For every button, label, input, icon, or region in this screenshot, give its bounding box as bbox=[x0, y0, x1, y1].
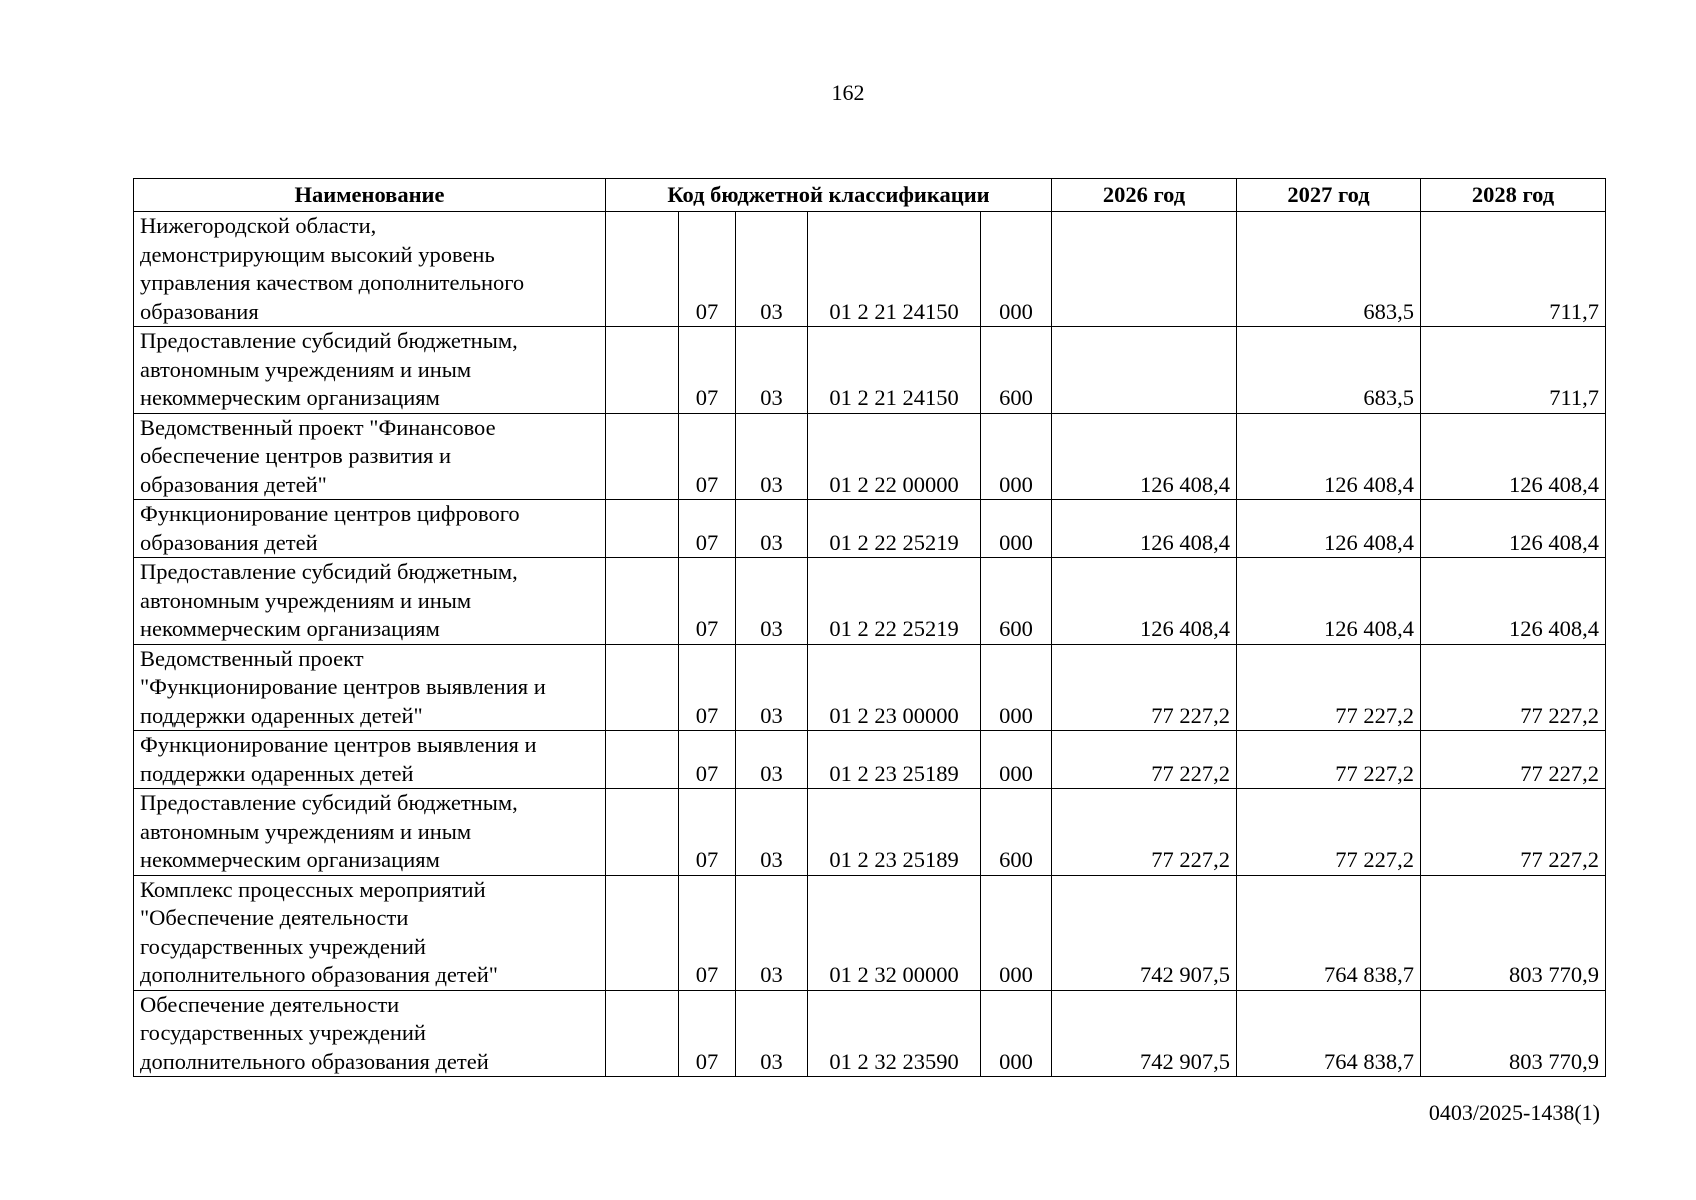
empty-cell bbox=[606, 558, 679, 645]
table-row bbox=[134, 789, 1606, 876]
amount-2028: 803 770,9 bbox=[1421, 875, 1606, 990]
row-name-line: поддержки одаренных детей" bbox=[140, 702, 423, 728]
empty-cell bbox=[606, 413, 679, 500]
table-row bbox=[134, 558, 1606, 645]
amount-2026 bbox=[1052, 212, 1237, 327]
row-name-line: Предоставление субсидий бюджетным, bbox=[140, 559, 518, 584]
row-name-line: управления качеством дополнительного bbox=[140, 270, 525, 295]
empty-cell bbox=[606, 500, 679, 558]
row-name bbox=[134, 413, 606, 500]
section-code: 07 bbox=[679, 789, 736, 876]
section-code: 07 bbox=[679, 212, 736, 327]
row-name-line: Комплекс процессных мероприятий bbox=[140, 876, 486, 902]
subsection-code: 03 bbox=[736, 731, 808, 789]
amount-2027: 126 408,4 bbox=[1237, 413, 1421, 500]
table-row bbox=[134, 212, 1606, 327]
amount-2026: 126 408,4 bbox=[1052, 500, 1237, 558]
expense-type-code: 600 bbox=[981, 558, 1052, 645]
section-code: 07 bbox=[679, 875, 736, 990]
target-code: 01 2 22 00000 bbox=[808, 413, 981, 500]
table-header-row bbox=[134, 179, 1606, 212]
amount-2027: 683,5 bbox=[1237, 327, 1421, 414]
budget-table bbox=[133, 178, 1606, 1077]
target-code: 01 2 23 25189 bbox=[808, 731, 981, 789]
row-name-line: Функционирование центров выявления и bbox=[140, 732, 537, 757]
target-code: 01 2 22 25219 bbox=[808, 500, 981, 558]
amount-2027: 764 838,7 bbox=[1237, 990, 1421, 1077]
row-name-line: государственных учреждений bbox=[140, 1020, 426, 1045]
amount-2027: 126 408,4 bbox=[1237, 558, 1421, 645]
row-name-line: Нижегородской области, bbox=[140, 213, 377, 238]
subsection-code: 03 bbox=[736, 413, 808, 500]
amount-2028: 803 770,9 bbox=[1421, 990, 1606, 1077]
row-name-line: дополнительного образования детей bbox=[140, 1048, 489, 1074]
amount-2026: 126 408,4 bbox=[1052, 413, 1237, 500]
expense-type-code: 000 bbox=[981, 990, 1052, 1077]
section-code: 07 bbox=[679, 327, 736, 414]
row-name-line: некоммерческим организациям bbox=[140, 385, 440, 410]
amount-2028: 126 408,4 bbox=[1421, 558, 1606, 645]
row-name-line: Функционирование центров цифрового bbox=[140, 501, 520, 526]
row-name-line: Обеспечение деятельности bbox=[140, 991, 400, 1017]
empty-cell bbox=[606, 875, 679, 990]
amount-2027: 764 838,7 bbox=[1237, 875, 1421, 990]
amount-2028: 77 227,2 bbox=[1421, 731, 1606, 789]
row-name-line: демонстрирующим высокий уровень bbox=[140, 241, 495, 267]
empty-cell bbox=[606, 327, 679, 414]
row-name bbox=[134, 212, 606, 327]
amount-2026: 742 907,5 bbox=[1052, 990, 1237, 1077]
subsection-code: 03 bbox=[736, 990, 808, 1077]
expense-type-code: 000 bbox=[981, 731, 1052, 789]
header-code: Код бюджетной классификации bbox=[606, 179, 1052, 212]
row-name bbox=[134, 327, 606, 414]
row-name bbox=[134, 731, 606, 789]
section-code: 07 bbox=[679, 413, 736, 500]
expense-type-code: 000 bbox=[981, 644, 1052, 731]
section-code: 07 bbox=[679, 500, 736, 558]
amount-2027: 126 408,4 bbox=[1237, 500, 1421, 558]
expense-type-code: 000 bbox=[981, 500, 1052, 558]
expense-type-code: 000 bbox=[981, 875, 1052, 990]
amount-2027: 77 227,2 bbox=[1237, 789, 1421, 876]
table-row bbox=[134, 990, 1606, 1077]
row-name bbox=[134, 875, 606, 990]
amount-2027: 683,5 bbox=[1237, 212, 1421, 327]
row-name-line: "Обеспечение деятельности bbox=[140, 905, 409, 930]
row-name-line: обеспечение центров развития и bbox=[140, 443, 452, 468]
row-name-line: образования детей bbox=[140, 529, 318, 555]
row-name bbox=[134, 558, 606, 645]
row-name bbox=[134, 644, 606, 731]
section-code: 07 bbox=[679, 990, 736, 1077]
table-body bbox=[134, 212, 1606, 1077]
row-name-line: дополнительного образования детей" bbox=[140, 962, 498, 987]
row-name-line: образования детей" bbox=[140, 471, 327, 497]
target-code: 01 2 22 25219 bbox=[808, 558, 981, 645]
row-name bbox=[134, 789, 606, 876]
row-name-line: "Функционирование центров выявления и bbox=[140, 674, 546, 699]
row-name-line: автономным учреждениям и иным bbox=[140, 356, 472, 382]
target-code: 01 2 21 24150 bbox=[808, 212, 981, 327]
table-row bbox=[134, 644, 1606, 731]
header-2026: 2026 год bbox=[1052, 179, 1237, 212]
row-name-line: государственных учреждений bbox=[140, 933, 426, 959]
expense-type-code: 600 bbox=[981, 327, 1052, 414]
amount-2027: 77 227,2 bbox=[1237, 731, 1421, 789]
row-name-line: автономным учреждениям и иным bbox=[140, 818, 472, 844]
target-code: 01 2 21 24150 bbox=[808, 327, 981, 414]
row-name-line: Ведомственный проект "Финансовое bbox=[140, 414, 496, 440]
row-name bbox=[134, 990, 606, 1077]
target-code: 01 2 32 00000 bbox=[808, 875, 981, 990]
subsection-code: 03 bbox=[736, 875, 808, 990]
section-code: 07 bbox=[679, 644, 736, 731]
document-code: 0403/2025-1438(1) bbox=[1428, 1100, 1600, 1125]
subsection-code: 03 bbox=[736, 327, 808, 414]
row-name-line: Ведомственный проект bbox=[140, 645, 364, 671]
table-row bbox=[134, 731, 1606, 789]
row-name bbox=[134, 500, 606, 558]
page-number: 162 bbox=[831, 80, 865, 105]
row-name-line: образования bbox=[140, 298, 259, 324]
expense-type-code: 600 bbox=[981, 789, 1052, 876]
table-row bbox=[134, 413, 1606, 500]
section-code: 07 bbox=[679, 731, 736, 789]
amount-2028: 126 408,4 bbox=[1421, 500, 1606, 558]
subsection-code: 03 bbox=[736, 789, 808, 876]
row-name-line: некоммерческим организациям bbox=[140, 847, 440, 872]
amount-2028: 77 227,2 bbox=[1421, 644, 1606, 731]
amount-2026: 77 227,2 bbox=[1052, 644, 1237, 731]
subsection-code: 03 bbox=[736, 644, 808, 731]
empty-cell bbox=[606, 644, 679, 731]
amount-2028: 711,7 bbox=[1421, 327, 1606, 414]
row-name-line: Предоставление субсидий бюджетным, bbox=[140, 328, 518, 353]
target-code: 01 2 23 25189 bbox=[808, 789, 981, 876]
header-name: Наименование bbox=[134, 179, 606, 212]
subsection-code: 03 bbox=[736, 558, 808, 645]
subsection-code: 03 bbox=[736, 212, 808, 327]
header-2027: 2027 год bbox=[1237, 179, 1421, 212]
amount-2028: 711,7 bbox=[1421, 212, 1606, 327]
amount-2027: 77 227,2 bbox=[1237, 644, 1421, 731]
header-2028: 2028 год bbox=[1421, 179, 1606, 212]
row-name-line: некоммерческим организациям bbox=[140, 616, 440, 641]
row-name-line: Предоставление субсидий бюджетным, bbox=[140, 790, 518, 815]
empty-cell bbox=[606, 789, 679, 876]
empty-cell bbox=[606, 990, 679, 1077]
row-name-line: поддержки одаренных детей bbox=[140, 760, 414, 786]
empty-cell bbox=[606, 212, 679, 327]
amount-2026: 77 227,2 bbox=[1052, 789, 1237, 876]
amount-2026: 77 227,2 bbox=[1052, 731, 1237, 789]
expense-type-code: 000 bbox=[981, 212, 1052, 327]
amount-2026: 126 408,4 bbox=[1052, 558, 1237, 645]
expense-type-code: 000 bbox=[981, 413, 1052, 500]
row-name-line: автономным учреждениям и иным bbox=[140, 587, 472, 613]
amount-2026: 742 907,5 bbox=[1052, 875, 1237, 990]
empty-cell bbox=[606, 731, 679, 789]
target-code: 01 2 23 00000 bbox=[808, 644, 981, 731]
subsection-code: 03 bbox=[736, 500, 808, 558]
amount-2026 bbox=[1052, 327, 1237, 414]
table-row bbox=[134, 327, 1606, 414]
table-row bbox=[134, 500, 1606, 558]
target-code: 01 2 32 23590 bbox=[808, 990, 981, 1077]
table-row bbox=[134, 875, 1606, 990]
amount-2028: 126 408,4 bbox=[1421, 413, 1606, 500]
amount-2028: 77 227,2 bbox=[1421, 789, 1606, 876]
section-code: 07 bbox=[679, 558, 736, 645]
